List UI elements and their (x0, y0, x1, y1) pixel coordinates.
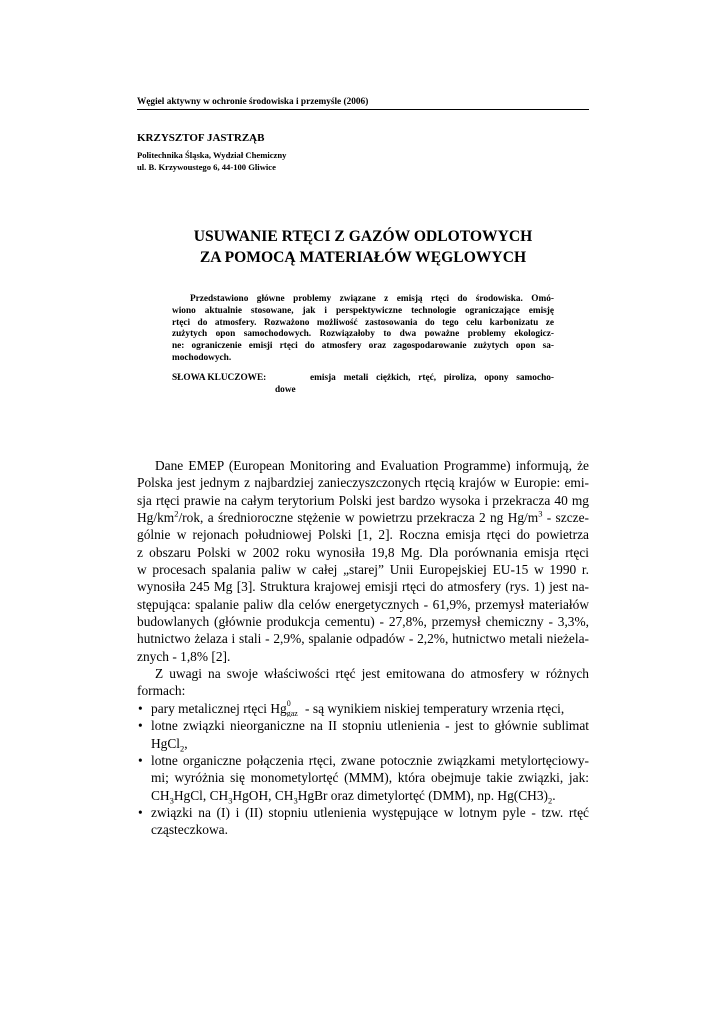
bullet-icon: • (138, 718, 143, 734)
body-line (137, 509, 589, 526)
subscript: 2 (547, 795, 553, 804)
subscript: 3 (293, 795, 298, 804)
list-item (137, 804, 589, 821)
bullet-icon: • (138, 752, 143, 768)
bullet-icon: • (138, 804, 143, 820)
body-line: znych - 1,8% [2]. (137, 648, 231, 664)
list-item-continuation (137, 787, 589, 804)
paper-title (137, 226, 589, 268)
bullet-icon: • (138, 700, 143, 716)
text-run: /rok, a średnioroczne stężenie w powietrzu przekracza 2 ng Hg/m (178, 510, 539, 526)
body-line: Polska jest jednym z najbardziej zanieczyszczonych rtęcią krajów w Europie: emi- (137, 475, 589, 491)
text-run: CH (151, 787, 170, 803)
title-line-1: USUWANIE RTĘCI Z GAZÓW ODLOTOWYCH (193, 228, 533, 245)
affiliation-line-1: Politechnika Śląska, Wydział Chemiczny (137, 150, 287, 160)
text-run: . (552, 787, 556, 803)
superscript: 2 (174, 509, 179, 519)
superscript: 3 (538, 509, 543, 519)
subscript: 3 (228, 795, 233, 804)
list-item (137, 700, 589, 717)
abstract-line: zużytych opon samochodowych. Rozwiązałoby to dwa poważne problemy ekologicz- (172, 329, 554, 340)
subscript: 2 (180, 743, 185, 752)
superscript: 0 (286, 699, 291, 708)
keywords-text-line-1: emisja metali ciężkich, rtęć, piroliza, opony samocho- (310, 373, 554, 383)
text-run: HgOH, CH (232, 787, 294, 803)
text-run: gólnie (137, 527, 177, 543)
header-rule (137, 109, 589, 110)
text-run: w rejonach południowej Polski [1, 2]. Roczna emisja rtęci do powietrza (176, 527, 589, 543)
text-run: HgCl, CH (173, 787, 229, 803)
abstract-line: rtęci do atmosfery. Rozważono możliwość zastosowania do tego celu karbonizatu ze (172, 317, 554, 328)
abstract-line: mochodowych. (172, 352, 232, 363)
text-run: związki na (I) i (II) stopniu utlenienia występujące w lotnym pyle - tzw. rtęć (151, 804, 589, 820)
author-name: KRZYSZTOF JASTRZĄB (137, 132, 265, 144)
text-run: HgCl (151, 735, 181, 751)
list-item-continuation: cząsteczkowa. (151, 822, 228, 838)
list-item-continuation: mi; wyróżnia się monometylortęć (MMM), która obejmuje takie związki, jak: (151, 770, 589, 786)
running-head: Węgiel aktywny w ochronie środowiska i przemyśle (2006) (137, 97, 369, 107)
body-line: hutnictwo żelaza i stali - 2,9%, spalanie odpadów - 2,2%, hutnictwo metali nieżela- (137, 631, 589, 647)
keywords-text-line-2: dowe (275, 385, 296, 395)
list-item-continuation (137, 735, 589, 752)
abstract (172, 294, 554, 365)
text-run: lotne związki nieorganiczne na II stopniu utlenienia - jest to głównie sublimat (151, 718, 589, 734)
text-run: - szcze- (542, 510, 589, 526)
body-text (137, 457, 589, 839)
subscript: gaz (286, 708, 298, 718)
body-line: budowlanych (głównie produkcja cementu) - 27,8%, przemysł chemiczny - 3,3%, (137, 614, 589, 630)
body-line: w procesach spalania paliw w całej „starej” Unii Europejskiej EU-15 w 1990 r. (137, 562, 589, 578)
body-line (137, 526, 589, 543)
text-run: lotne organiczne połączenia rtęci, zwane potocznie związkami metylortęciowy- (151, 752, 589, 768)
subscript: 3 (169, 795, 174, 804)
list-item (137, 717, 589, 734)
text-run: Hg/km (137, 510, 175, 526)
body-line: sja rtęci prawie na całym terytorium Polski jest bardzo wysoka i przekracza 40 mg (137, 492, 589, 508)
body-line: Dane EMEP (European Monitoring and Evaluation Programme) informują, że (155, 458, 589, 473)
text-run: HgBr oraz dimetylortęć (DMM), np. Hg(CH3) (297, 787, 548, 803)
body-line: stępująca: spalanie paliw dla celów energetycznych - 61,9%, przemysł materiałów (137, 596, 589, 612)
text-run: , (184, 735, 188, 751)
body-line: z obszaru Polski w 2002 roku wynosiła 19,8 Mg. Dla porównania emisja rtęci (137, 544, 589, 560)
affiliation-line-2: ul. B. Krzywoustego 6, 44-100 Gliwice (137, 162, 276, 172)
abstract-line: wiono aktualnie stosowane, jak i perspektywiczne technologie ograniczające emisję (172, 305, 554, 316)
keywords-label: SŁOWA KLUCZOWE: (172, 373, 267, 383)
abstract-line: Przedstawiono główne problemy związane z emisją rtęci do środowiska. Omó- (190, 294, 554, 304)
hg-sup-sub (286, 699, 298, 718)
title-line-2: ZA POMOCĄ MATERIAŁÓW WĘGLOWYCH (199, 249, 527, 266)
body-line: wynosiła 245 Mg [3]. Struktura krajowej emisji rtęci do atmosfery (rys. 1) jest na- (137, 579, 589, 595)
text-run: pary metalicznej rtęci Hg (151, 700, 287, 716)
abstract-line: ne: ograniczenie emisji rtęci do atmosfery oraz zagospodarowanie zużytych opon sa- (172, 341, 554, 352)
body-line: formach: (137, 683, 186, 699)
list-item (137, 752, 589, 769)
text-run: - są wynikiem niskiej temperatury wrzenia rtęci, (301, 700, 565, 716)
body-line: Z uwagi na swoje właściwości rtęć jest emitowana do atmosfery w różnych (155, 666, 589, 682)
